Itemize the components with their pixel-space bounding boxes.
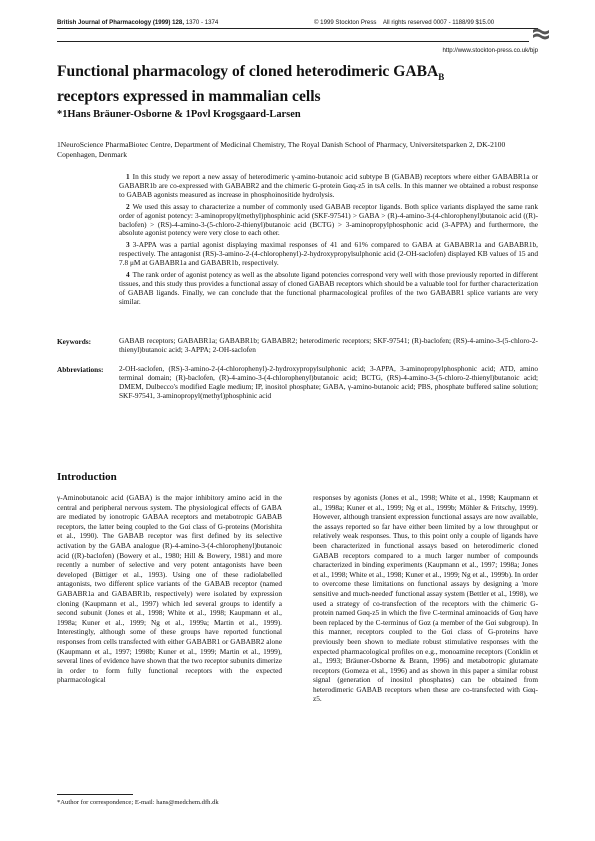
introduction-heading: Introduction: [57, 471, 117, 483]
abstract-paragraph: [119, 173, 538, 200]
journal-pages: 1370 - 1374: [185, 19, 219, 26]
abbreviations-label: Abbreviations:: [57, 365, 104, 374]
affiliation: 1NeuroScience PharmaBiotec Centre, Department of Medicinal Chemistry, The Royal Danish School of Pharmacy, Universitetsparken 2, DK-2100 Copenhagen, Denmark: [57, 140, 506, 159]
journal-citation: [57, 19, 218, 26]
journal-volume: 128,: [172, 19, 185, 26]
title-part-2: receptors expressed in mammalian cells: [57, 88, 321, 106]
abbreviations-text: 2-OH-saclofen, (RS)-3-amino-2-(4-chlorophenyl)-2-hydroxypropylsulphonic acid; 3-APPA, 3-aminopropylphosphonic acid; ATD, amino terminal domain; (R)-baclofen, (R)-4-amino-3-(4-chlorophenyl)butanoic acid; BCTG, (RS)-4-amino-3-(5-chloro-2-thienyl)butanoic acid; DMEM, Dulbecco's modified Eagle medium; IP, inositol phosphate; GABA, γ-amino-butanoic acid; PBS, phosphate buffered saline solution; SKF-97541, 3-aminopropyl(methyl)phosphinic acid: [119, 364, 538, 400]
article-title: [57, 62, 537, 106]
abstract: [119, 173, 538, 310]
abstract-paragraph-number: 4: [126, 270, 130, 280]
header-rule-2: [57, 41, 529, 42]
abstract-paragraph-number: 2: [126, 201, 130, 211]
keywords-text: GABAB receptors; GABABR1a; GABABR1b; GABABR2; heterodimeric receptors; SKF-97541; (R)-baclofen; (RS)-4-amino-3-(5-chloro-2-thienyl)butanoic acid; 3-APPA; 2-OH-saclofen: [119, 336, 538, 354]
keywords-label: Keywords:: [57, 337, 92, 346]
abstract-paragraph-text: We used this assay to characterize a number of commonly used GABAB receptor ligands. Both splice variants displayed the same rank order of agonist potency: 3-aminopropyl(methyl)phosphinic acid (SKF-97541) > GABA > (R)-4-amino-3-(4-chlorophenyl)butanoic acid ((R)-baclofen) > (RS)-4-amino-3-(5-chloro-2-thienyl)butanoic acid (BCTG) > 3-aminopropylphosphonic acid (3-APPA) and furthermore, the absolute agonist potency were very close to each other.: [119, 201, 538, 238]
journal-name: British Journal of Pharmacology (1999): [57, 19, 171, 26]
abstract-paragraph-text: 3-APPA was a partial agonist displaying maximal responses of 41 and 61% compared to GABA at GABABR1a and GABABR1b, respectively. The antagonist (RS)-3-amino-2-(4-chlorophenyl)-2-hydroxypropylsulphonic acid (2-OH-saclofen) displayed KB values of 15 and 7.8 μM at GABABR1a and GABABR1b, respectively.: [119, 240, 538, 268]
copyright: © 1999 Stockton Press: [314, 19, 377, 26]
header-rule: [57, 28, 538, 29]
publisher-logo-icon: [532, 27, 550, 41]
title-part-1: Functional pharmacology of cloned heterodimeric $GABA_B$: [57, 63, 445, 83]
footnote-rule: [57, 794, 133, 795]
abstract-paragraph-number: 3: [126, 240, 130, 250]
rights-notice: All rights reserved 0007 - 1188/99 $15.00: [382, 19, 495, 26]
journal-url-link[interactable]: http://www.stockton-press.co.uk/bjp: [442, 47, 538, 54]
abstract-paragraph-text: The rank order of agonist potency as well as the absolute ligand potencies correspond very well with those previously reported in different tissues, and this study thus provides a functional assay of cloned GABAB receptors which should be a valuable tool for further characterization of GABAB ligands. Finally, we can conclude that the functional pharmacological profiles of the two GABABR1 splice variants are very similar.: [119, 270, 538, 306]
right-column: [313, 493, 538, 704]
abstract-paragraph-text: In this study we report a new assay of heterodimeric γ-amino-butanoic acid subtype B (GABAB) receptors where either GABABR1a or GABABR1b are co-expressed with GABABR2 and the chimeric G-protein Gαq-z5 in tsA cells. In this manner we obtained a robust response to GABAB agonists measured as increase in phosphoinositide hydrolysis.: [119, 172, 538, 199]
abstract-paragraph: [119, 203, 538, 239]
abstract-paragraph: [119, 271, 538, 307]
left-column: [57, 493, 282, 685]
author-list: [57, 109, 301, 120]
footnote: *Author for correspondence; E-mail: hans@medchem.dfh.dk: [57, 799, 219, 806]
authors: *1Hans Bräuner-Osborne & 1Povl Krogsgaard-Larsen: [57, 109, 301, 120]
abstract-paragraph: [119, 241, 538, 268]
right-column-paragraph: responses by agonists (Jones et al., 1998; White et al., 1998; Kaupmann et al., 1998a; Kuner et al., 1999; Ng et al., 1999b; Möhler & Fritschy, 1999). However, although transient expression functional assays are now available, the assays reported so far have either been limited by a low throughput or relatively weak responses. Thus, to this point only a couple of ligands have been characterized in functional assays based on heterodimeric cloned GABAB receptors compared to a much larger number of compounds characterized in binding experiments (Kaupmann et al., 1997; 1998a; Jones et al., 1998; White et al., 1998; Kuner et al., 1999; Ng et al., 1999b). In order to overcome these limitations on functional assays by designing a 'more sensitive and much-needed' functional assay system (Bettler et al., 1998), we used a strategy of co-transfection of the receptors with the chimeric G-protein named Gαq-z5 in which the five C-terminal aminoacids of Gαq have been replaced by the C-terminus of Gαz (a member of the Gαi subgroup). In this manner, receptors coupled to the Gαi class of G-proteins have previously been shown to mediate robust stimulative responses with the expected pharmacological profiles on e.g., monoamine receptors (Conklin et al., 1993; Bräuner-Osborne & Brann, 1996) and metabotropic glutamate receptors (Gomeza et al., 1996) and as shown in this paper a similar robust signal (generation of inositol phosphates) can be obtained from heterodimeric GABAB receptors when these are co-transfected with Gαq-z5.: [313, 493, 538, 704]
abstract-paragraph-number: 1: [126, 172, 130, 181]
left-column-paragraph: γ-Aminobutanoic acid (GABA) is the major inhibitory amino acid in the central and peripheral nervous system. The physiological effects of GABA are mediated by ionotropic GABAA receptors and metabotropic GABAB receptors, the latter being coupled to the Gαi class of G-proteins (Morishita et al., 1990). The GABAB receptor was first defined by its selective activation by the GABA analogue (R)-4-amino-3-(4-chlorophenyl)butanoic acid ((R)-baclofen) (Bowery et al., 1980; Hill & Bowery, 1981) and more recently a number of selective and very potent antagonists have been developed (Bittiger et al., 1993). Using one of these radiolabelled antagonists, two different splice variants of the GABAB receptor (named GABABR1a and GABABR1b, respectively) were isolated by expression cloning (Kaupmann et al., 1997) which led several groups to identify a second subunit (Jones et al., 1998; White et al., 1998; Kaupmann et al., 1998a; Kuner et al., 1999; Ng et al., 1999a; Martin et al., 1999). Interestingly, although some of these groups have reported functional responses from cells transfected with either GABABR1 or GABABR2 alone (Kaupmann et al., 1997; 1998b; Kuner et al., 1999; Martin et al., 1999), several lines of evidence have shown that the two receptor subunits dimerize in order to form fully functional receptors with the expected pharmacological: [57, 493, 282, 685]
copyright-notice: [314, 19, 494, 26]
